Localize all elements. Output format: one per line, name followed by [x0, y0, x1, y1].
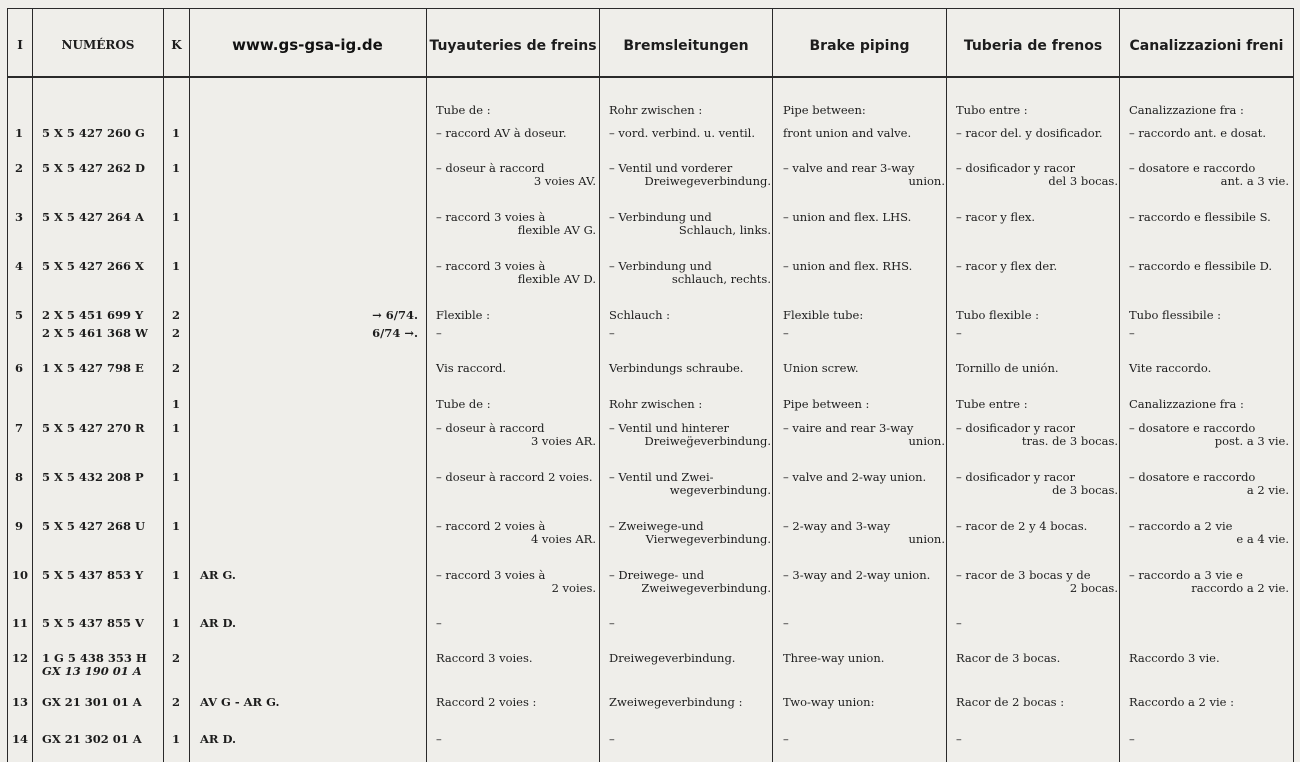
description-italian: [1129, 162, 1289, 188]
quantity-k: 1: [172, 519, 181, 533]
description-german: [609, 127, 771, 140]
description-german-line2: schlauch, rechts.: [671, 272, 771, 286]
part-number-alt: GX 13 190 01 A: [42, 664, 142, 678]
header-divider: [7, 76, 1294, 78]
part-number-main: 2 X 5 461 368 W: [42, 326, 148, 340]
description-french: [436, 104, 596, 117]
description-italian-line1: Canalizzazione fra :: [1129, 397, 1244, 411]
description-english-line2: union.: [908, 434, 945, 448]
row-index: 7: [14, 421, 23, 435]
website-watermark: www.gs-gsa-ig.de: [232, 36, 383, 54]
part-number: [42, 696, 142, 709]
quantity-k: 2: [172, 651, 181, 665]
description-french-line2: 2 voies.: [551, 581, 596, 595]
description-english-line1: Pipe between:: [783, 103, 866, 117]
date-reference: 6/74 →.: [372, 326, 418, 340]
col-border-index: [32, 8, 33, 762]
description-english: [783, 127, 945, 140]
header-english: Brake piping: [809, 38, 910, 54]
description-french-line1: Raccord 2 voies :: [436, 695, 537, 709]
description-german: [609, 733, 771, 746]
description-english-line1: –: [783, 732, 789, 746]
part-number: [42, 617, 144, 630]
description-french-line2: flexible AV D.: [517, 272, 596, 286]
description-english-line1: – union and flex. LHS.: [783, 210, 912, 224]
description-german: [609, 309, 771, 322]
description-french-line1: – doseur à raccord: [436, 161, 545, 175]
description-spanish-line1: Tube entre :: [956, 397, 1028, 411]
description-spanish: [956, 309, 1118, 322]
col-border-numbers: [163, 8, 164, 762]
description-german-line1: Dreiwegeverbindung.: [609, 651, 736, 665]
description-german: [609, 104, 771, 117]
description-german-line1: –: [609, 732, 615, 746]
description-german-line2: Dreiwegeverbindung.: [644, 174, 771, 188]
description-french-line1: –: [436, 616, 442, 630]
date-reference: → 6/74.: [372, 308, 418, 322]
description-spanish-line1: Racor de 2 bocas :: [956, 695, 1065, 709]
description-english: [783, 617, 945, 630]
quantity-k: 2: [172, 308, 181, 322]
description-italian-line1: – raccordo ant. e dosat.: [1129, 126, 1266, 140]
description-french: [436, 696, 596, 709]
description-english: [783, 471, 945, 484]
description-french-line2: 3 voies AV.: [533, 174, 596, 188]
description-spanish-line1: Racor de 3 bocas.: [956, 651, 1061, 665]
part-number-main: 5 X 5 427 262 D: [42, 161, 145, 175]
row-index: 14: [12, 732, 29, 746]
col-border-left: [7, 8, 8, 762]
description-spanish-line2: del 3 bocas.: [1048, 174, 1118, 188]
part-number: [42, 362, 144, 375]
part-number: [42, 260, 144, 273]
description-german: [609, 211, 771, 237]
description-english: [783, 422, 945, 448]
description-english: [783, 327, 945, 340]
description-italian-line1: Canalizzazione fra :: [1129, 103, 1244, 117]
part-number: [42, 652, 147, 678]
part-number-main: 1 X 5 427 798 E: [42, 361, 144, 375]
description-spanish-line1: – racor y flex.: [956, 210, 1036, 224]
description-french: [436, 260, 596, 286]
description-french-line2: flexible AV G.: [517, 223, 596, 237]
description-italian-line2: ant. a 3 vie.: [1220, 174, 1289, 188]
description-english: [783, 162, 945, 188]
description-italian: [1129, 327, 1289, 340]
description-spanish-line2: 2 bocas.: [1069, 581, 1118, 595]
description-italian-line1: Vite raccordo.: [1129, 361, 1212, 375]
description-spanish: [956, 617, 1118, 630]
description-spanish-line1: – dosificador y racor: [956, 161, 1076, 175]
description-english: [783, 520, 945, 546]
description-spanish-line1: Tubo flexible :: [956, 308, 1040, 322]
description-french: [436, 569, 596, 595]
description-german: [609, 471, 771, 497]
description-german: [609, 569, 771, 595]
description-german-line1: Zweiwegeverbindung :: [609, 695, 743, 709]
description-spanish-line1: – racor del. y dosificador.: [956, 126, 1103, 140]
header-german: Bremsleitungen: [623, 38, 749, 54]
description-german: [609, 422, 771, 448]
description-french: [436, 211, 596, 237]
part-number-main: 5 X 5 427 266 X: [42, 259, 144, 273]
description-german: [609, 617, 771, 630]
description-spanish: [956, 471, 1118, 497]
description-german-line2: Zweiwegeverbindung.: [641, 581, 771, 595]
description-french-line1: – raccord 3 voies à: [436, 259, 546, 273]
description-french: [436, 422, 596, 448]
row-index: 4: [14, 259, 23, 273]
description-english: [783, 260, 945, 273]
description-english-line1: –: [783, 326, 789, 340]
part-number-main: 5 X 5 427 264 A: [42, 210, 144, 224]
row-index: 9: [14, 519, 23, 533]
col-border-right: [1293, 8, 1294, 762]
description-german-line1: – Ventil und Zwei-: [609, 470, 714, 484]
description-german-line1: – Ventil und hinterer: [609, 421, 730, 435]
description-english-line1: – 3-way and 2-way union.: [783, 568, 931, 582]
description-italian-line1: – raccordo a 2 vie: [1129, 519, 1233, 533]
quantity-k: 1: [172, 259, 181, 273]
quantity-k: 1: [172, 210, 181, 224]
description-english-line1: Three-way union.: [783, 651, 885, 665]
description-spanish-line1: –: [956, 326, 962, 340]
header-french: Tuyauteries de freins: [429, 38, 597, 54]
description-italian: [1129, 104, 1289, 117]
description-spanish-line2: de 3 bocas.: [1052, 483, 1118, 497]
quantity-k: 1: [172, 397, 181, 411]
description-spanish-line1: –: [956, 616, 962, 630]
quantity-k: 1: [172, 161, 181, 175]
description-italian-line1: – dosatore e raccordo: [1129, 421, 1256, 435]
description-french: [436, 362, 596, 375]
quantity-k: 1: [172, 421, 181, 435]
description-italian-line1: – dosatore e raccordo: [1129, 470, 1256, 484]
description-italian-line1: – raccordo a 3 vie e: [1129, 568, 1243, 582]
part-number-main: GX 21 302 01 A: [42, 732, 142, 746]
description-italian-line1: –: [1129, 326, 1135, 340]
description-french-line1: –: [436, 326, 442, 340]
description-french: [436, 127, 596, 140]
part-number-main: 5 X 5 437 855 V: [42, 616, 144, 630]
col-border-en: [946, 8, 947, 762]
description-english: [783, 309, 945, 322]
description-english: [783, 569, 945, 582]
description-english-line1: – 2-way and 3-way: [783, 519, 891, 533]
part-number-main: 5 X 5 427 270 R: [42, 421, 145, 435]
col-border-fr: [599, 8, 600, 762]
description-spanish-line1: Tornillo de unión.: [956, 361, 1059, 375]
description-italian: [1129, 422, 1289, 448]
description-french-line1: – doseur à raccord 2 voies.: [436, 470, 593, 484]
position-note: AR D.: [200, 616, 237, 630]
row-index: 12: [12, 651, 29, 665]
description-english: [783, 362, 945, 375]
description-german-line2: Dreiweg̈everbindung.: [644, 434, 771, 448]
description-spanish-line1: – dosificador y racor: [956, 421, 1076, 435]
description-german-line1: –: [609, 616, 615, 630]
description-french: [436, 162, 596, 188]
description-english-line1: Union screw.: [783, 361, 859, 375]
description-french: [436, 652, 596, 665]
description-italian: [1129, 309, 1289, 322]
row-index: 1: [14, 126, 23, 140]
description-italian-line2: e a 4 vie.: [1236, 532, 1289, 546]
description-spanish: [956, 520, 1118, 533]
description-french: [436, 398, 596, 411]
col-border-es: [1119, 8, 1120, 762]
row-index: 2: [14, 161, 23, 175]
description-german-line1: – Verbindung und: [609, 259, 712, 273]
row-index: 8: [14, 470, 23, 484]
table-top-border: [7, 8, 1294, 9]
description-french-line1: Vis raccord.: [436, 361, 507, 375]
description-german-line1: Rohr zwischen :: [609, 103, 703, 117]
description-german-line2: Vierwegeverbindung.: [645, 532, 771, 546]
description-spanish-line1: – racor y flex der.: [956, 259, 1058, 273]
description-spanish: [956, 362, 1118, 375]
description-english-line1: Flexible tube:: [783, 308, 864, 322]
description-german: [609, 652, 771, 665]
row-index: 5: [14, 308, 23, 322]
description-english-line2: union.: [908, 174, 945, 188]
description-german-line1: – Zweiwege-und: [609, 519, 704, 533]
description-spanish-line1: – racor de 3 bocas y de: [956, 568, 1091, 582]
description-english: [783, 104, 945, 117]
description-spanish: [956, 569, 1118, 595]
position-note: AV G - AR G.: [200, 695, 280, 709]
description-english-line1: front union and valve.: [783, 126, 912, 140]
description-french: [436, 471, 596, 484]
header-italian: Canalizzazioni freni: [1129, 38, 1284, 54]
description-italian-line2: post. a 3 vie.: [1214, 434, 1289, 448]
description-english-line1: –: [783, 616, 789, 630]
part-number: [42, 422, 145, 435]
description-french: [436, 733, 596, 746]
description-spanish: [956, 162, 1118, 188]
part-number-main: GX 21 301 01 A: [42, 695, 142, 709]
part-number: [42, 162, 145, 175]
col-border-k: [189, 8, 190, 762]
description-spanish: [956, 327, 1118, 340]
quantity-k: 2: [172, 695, 181, 709]
description-french-line1: Raccord 3 voies.: [436, 651, 533, 665]
description-italian: [1129, 733, 1289, 746]
quantity-k: 1: [172, 732, 181, 746]
header-spanish: Tuberia de frenos: [963, 38, 1103, 54]
position-note: AR D.: [200, 732, 237, 746]
description-english-line1: – valve and 2-way union.: [783, 470, 927, 484]
description-french-line1: – raccord 2 voies à: [436, 519, 546, 533]
row-index: 10: [12, 568, 29, 582]
part-number: [42, 471, 144, 484]
description-german: [609, 327, 771, 340]
description-german-line1: – Dreiwege- und: [609, 568, 705, 582]
description-english-line1: – vaire and rear 3-way: [783, 421, 914, 435]
row-index: 11: [12, 616, 29, 630]
description-spanish-line1: – dosificador y racor: [956, 470, 1076, 484]
description-german: [609, 398, 771, 411]
description-french-line1: Flexible :: [436, 308, 491, 322]
part-number: [42, 569, 143, 582]
description-italian: [1129, 696, 1289, 709]
part-number: [42, 211, 144, 224]
header-index: I: [17, 38, 23, 52]
description-german: [609, 362, 771, 375]
quantity-k: 1: [172, 616, 181, 630]
part-number: [42, 520, 145, 533]
description-french-line1: – raccord AV à doseur.: [436, 126, 567, 140]
description-english: [783, 211, 945, 224]
description-italian: [1129, 398, 1289, 411]
description-spanish-line2: tras. de 3 bocas.: [1021, 434, 1118, 448]
description-english: [783, 398, 945, 411]
description-french: [436, 309, 596, 322]
description-english-line1: – valve and rear 3-way: [783, 161, 915, 175]
description-italian: [1129, 127, 1289, 140]
description-italian: [1129, 569, 1289, 595]
description-spanish: [956, 127, 1118, 140]
description-italian: [1129, 652, 1289, 665]
part-number-main: 5 X 5 437 853 Y: [42, 568, 144, 582]
description-english: [783, 733, 945, 746]
description-italian-line2: raccordo a 2 vie.: [1191, 581, 1289, 595]
description-english: [783, 696, 945, 709]
description-french-line2: 4 voies AR.: [530, 532, 596, 546]
description-french-line1: Tube de :: [436, 103, 491, 117]
quantity-k: 1: [172, 568, 181, 582]
description-english-line1: Pipe between :: [783, 397, 870, 411]
description-french-line1: – raccord 3 voies à: [436, 568, 546, 582]
part-number-main: 5 X 5 427 260 G: [42, 126, 145, 140]
description-spanish: [956, 422, 1118, 448]
description-italian: [1129, 211, 1289, 224]
description-spanish: [956, 260, 1118, 273]
description-french-line1: –: [436, 732, 442, 746]
description-spanish-line1: –: [956, 732, 962, 746]
description-german-line1: Verbindungs schraube.: [609, 361, 744, 375]
description-italian-line1: Raccordo a 2 vie :: [1129, 695, 1235, 709]
description-french-line1: – raccord 3 voies à: [436, 210, 546, 224]
row-index: 13: [12, 695, 29, 709]
description-french: [436, 327, 596, 340]
description-german-line1: – Verbindung und: [609, 210, 712, 224]
description-italian: [1129, 471, 1289, 497]
description-italian-line2: a 2 vie.: [1246, 483, 1289, 497]
part-number-main: 1 G 5 438 353 H: [42, 651, 147, 665]
description-german: [609, 520, 771, 546]
quantity-k: 2: [172, 361, 181, 375]
quantity-k: 1: [172, 126, 181, 140]
part-number-main: 5 X 5 427 268 U: [42, 519, 145, 533]
description-spanish-line1: – racor de 2 y 4 bocas.: [956, 519, 1088, 533]
description-german: [609, 162, 771, 188]
part-number: [42, 327, 148, 340]
header-k: K: [171, 38, 182, 52]
description-italian-line1: –: [1129, 732, 1135, 746]
description-german-line1: –: [609, 326, 615, 340]
col-border-notes: [426, 8, 427, 762]
description-spanish: [956, 652, 1118, 665]
description-italian-line1: Raccordo 3 vie.: [1129, 651, 1220, 665]
description-spanish-line1: Tubo entre :: [956, 103, 1028, 117]
description-english-line1: – union and flex. RHS.: [783, 259, 913, 273]
description-italian-line1: – raccordo e flessibile D.: [1129, 259, 1273, 273]
header-numbers: NUMÉROS: [61, 38, 135, 52]
description-spanish: [956, 398, 1118, 411]
description-spanish: [956, 211, 1118, 224]
description-german: [609, 260, 771, 286]
part-number-main: 2 X 5 451 699 Y: [42, 308, 144, 322]
description-french: [436, 520, 596, 546]
description-german-line2: Schlauch, links.: [678, 223, 771, 237]
part-number: [42, 309, 143, 322]
description-german-line1: Rohr zwischen :: [609, 397, 703, 411]
description-english-line1: Two-way union:: [783, 695, 875, 709]
description-italian: [1129, 260, 1289, 273]
description-italian: [1129, 520, 1289, 546]
description-french-line1: Tube de :: [436, 397, 491, 411]
position-note: AR G.: [200, 568, 236, 582]
quantity-k: 2: [172, 326, 181, 340]
part-number-main: 5 X 5 432 208 P: [42, 470, 144, 484]
description-english: [783, 652, 945, 665]
part-number: [42, 733, 142, 746]
description-spanish: [956, 104, 1118, 117]
description-italian-line1: – dosatore e raccordo: [1129, 161, 1256, 175]
description-french: [436, 617, 596, 630]
description-english-line2: union.: [908, 532, 945, 546]
description-italian: [1129, 362, 1289, 375]
description-german: [609, 696, 771, 709]
quantity-k: 1: [172, 470, 181, 484]
description-german-line1: Schlauch :: [609, 308, 671, 322]
row-index: 6: [14, 361, 23, 375]
description-german-line2: wegeverbindung.: [669, 483, 771, 497]
description-italian-line1: – raccordo e flessibile S.: [1129, 210, 1271, 224]
part-number: [42, 127, 145, 140]
description-spanish: [956, 696, 1118, 709]
description-french-line2: 3 voies AR.: [530, 434, 596, 448]
col-border-de: [772, 8, 773, 762]
description-italian-line1: Tubo flessibile :: [1129, 308, 1222, 322]
description-spanish: [956, 733, 1118, 746]
description-german-line1: – Ventil und vorderer: [609, 161, 733, 175]
row-index: 3: [14, 210, 23, 224]
description-french-line1: – doseur à raccord: [436, 421, 545, 435]
description-german-line1: – vord. verbind. u. ventil.: [609, 126, 755, 140]
